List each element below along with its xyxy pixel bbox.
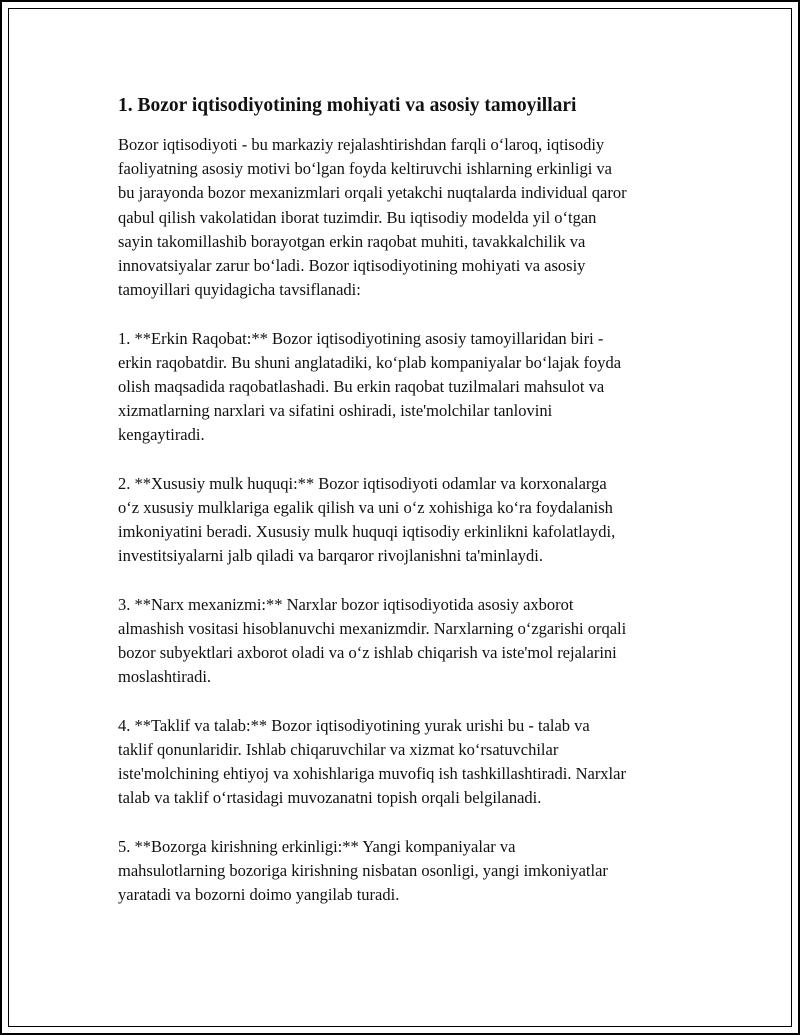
text-line: bu jarayonda bozor mexanizmlari orqali yetakchi nuqtalarda individual qaror: [118, 183, 627, 203]
text-line: mahsulotlarning bozoriga kirishning nisbatan osonligi, yangi imkoniyatlar: [118, 861, 608, 881]
document-body: [118, 93, 698, 932]
text-line: 3. **Narx mexanizmi:** Narxlar bozor iqtisodiyotida asosiy axborot: [118, 594, 574, 614]
item-narx-mexanizmi: [118, 593, 698, 690]
text-line: taklif qonunlaridir. Ishlab chiqaruvchilar va xizmat ko‘rsatuvchilar: [118, 740, 559, 760]
item-xususiy-mulk: [118, 472, 698, 569]
text-line: xizmatlarning narxlari va sifatini oshiradi, iste'molchilar tanlovini: [118, 401, 553, 421]
text-line: moslashtiradi.: [118, 667, 212, 687]
text-line: bozor subyektlari axborot oladi va o‘z ishlab chiqarish va iste'mol rejalarini: [118, 643, 617, 663]
item-erkin-raqobat: [118, 327, 698, 448]
text-line: 4. **Taklif va talab:** Bozor iqtisodiyotining yurak urishi bu - talab va: [118, 715, 590, 735]
text-line: olish maqsadida raqobatlashadi. Bu erkin raqobat tuzilmalari mahsulot va: [118, 377, 605, 397]
text-line: iste'molchining ehtiyoj va xohishlariga muvofiq ish tashkillashtiradi. Narxlar: [118, 764, 626, 784]
text-line: 2. **Xususiy mulk huquqi:** Bozor iqtisodiyoti odamlar va korxonalarga: [118, 473, 607, 493]
item-taklif-talab: [118, 714, 698, 811]
text-line: investitsiyalarni jalb qiladi va barqaror rivojlanishni ta'minlaydi.: [118, 546, 543, 566]
text-line: Bozor iqtisodiyoti - bu markaziy rejalashtirishdan farqli o‘laroq, iqtisodiy: [118, 135, 605, 154]
section-heading: 1. Bozor iqtisodiyotining mohiyati va asosiy tamoyillari: [118, 95, 577, 116]
text-line: faoliyatning asosiy motivi bo‘lgan foyda keltiruvchi ishlarning erkinligi va: [118, 159, 612, 179]
text-line: imkoniyatini beradi. Xususiy mulk huquqi iqtisodiy erkinlikni kafolatlaydi,: [118, 522, 616, 542]
text-line: almashish vositasi hisoblanuvchi mexanizmdir. Narxlarning o‘zgarishi orqali: [118, 619, 627, 639]
text-line: qabul qilish vakolatidan iborat tuzimdir. Bu iqtisodiy modelda yil o‘tgan: [118, 207, 597, 227]
paragraph-list: [118, 133, 698, 907]
text-line: tamoyillari quyidagicha tavsiflanadi:: [118, 280, 361, 300]
text-line: innovatsiyalar zarur bo‘ladi. Bozor iqtisodiyotining mohiyati va asosiy: [118, 256, 586, 276]
text-line: o‘z xususiy mulklariga egalik qilish va uni o‘z xohishiga ko‘ra foydalanish: [118, 498, 613, 518]
item-bozorga-kirish: [118, 835, 698, 908]
text-line: kengaytiradi.: [118, 425, 205, 445]
text-line: sayin takomillashib borayotgan erkin raqobat muhiti, tavakkalchilik va: [118, 231, 586, 251]
text-line: 5. **Bozorga kirishning erkinligi:** Yangi kompaniyalar va: [118, 836, 516, 856]
text-line: talab va taklif o‘rtasidagi muvozanatni topish orqali belgilanadi.: [118, 788, 542, 808]
text-line: erkin raqobatdir. Bu shuni anglatadiki, ko‘plab kompaniyalar bo‘lajak foyda: [118, 352, 622, 372]
intro-paragraph: [118, 133, 698, 302]
text-line: yaratadi va bozorni doimo yangilab turadi.: [118, 885, 400, 905]
text-line: 1. **Erkin Raqobat:** Bozor iqtisodiyotining asosiy tamoyillaridan biri -: [118, 328, 604, 348]
